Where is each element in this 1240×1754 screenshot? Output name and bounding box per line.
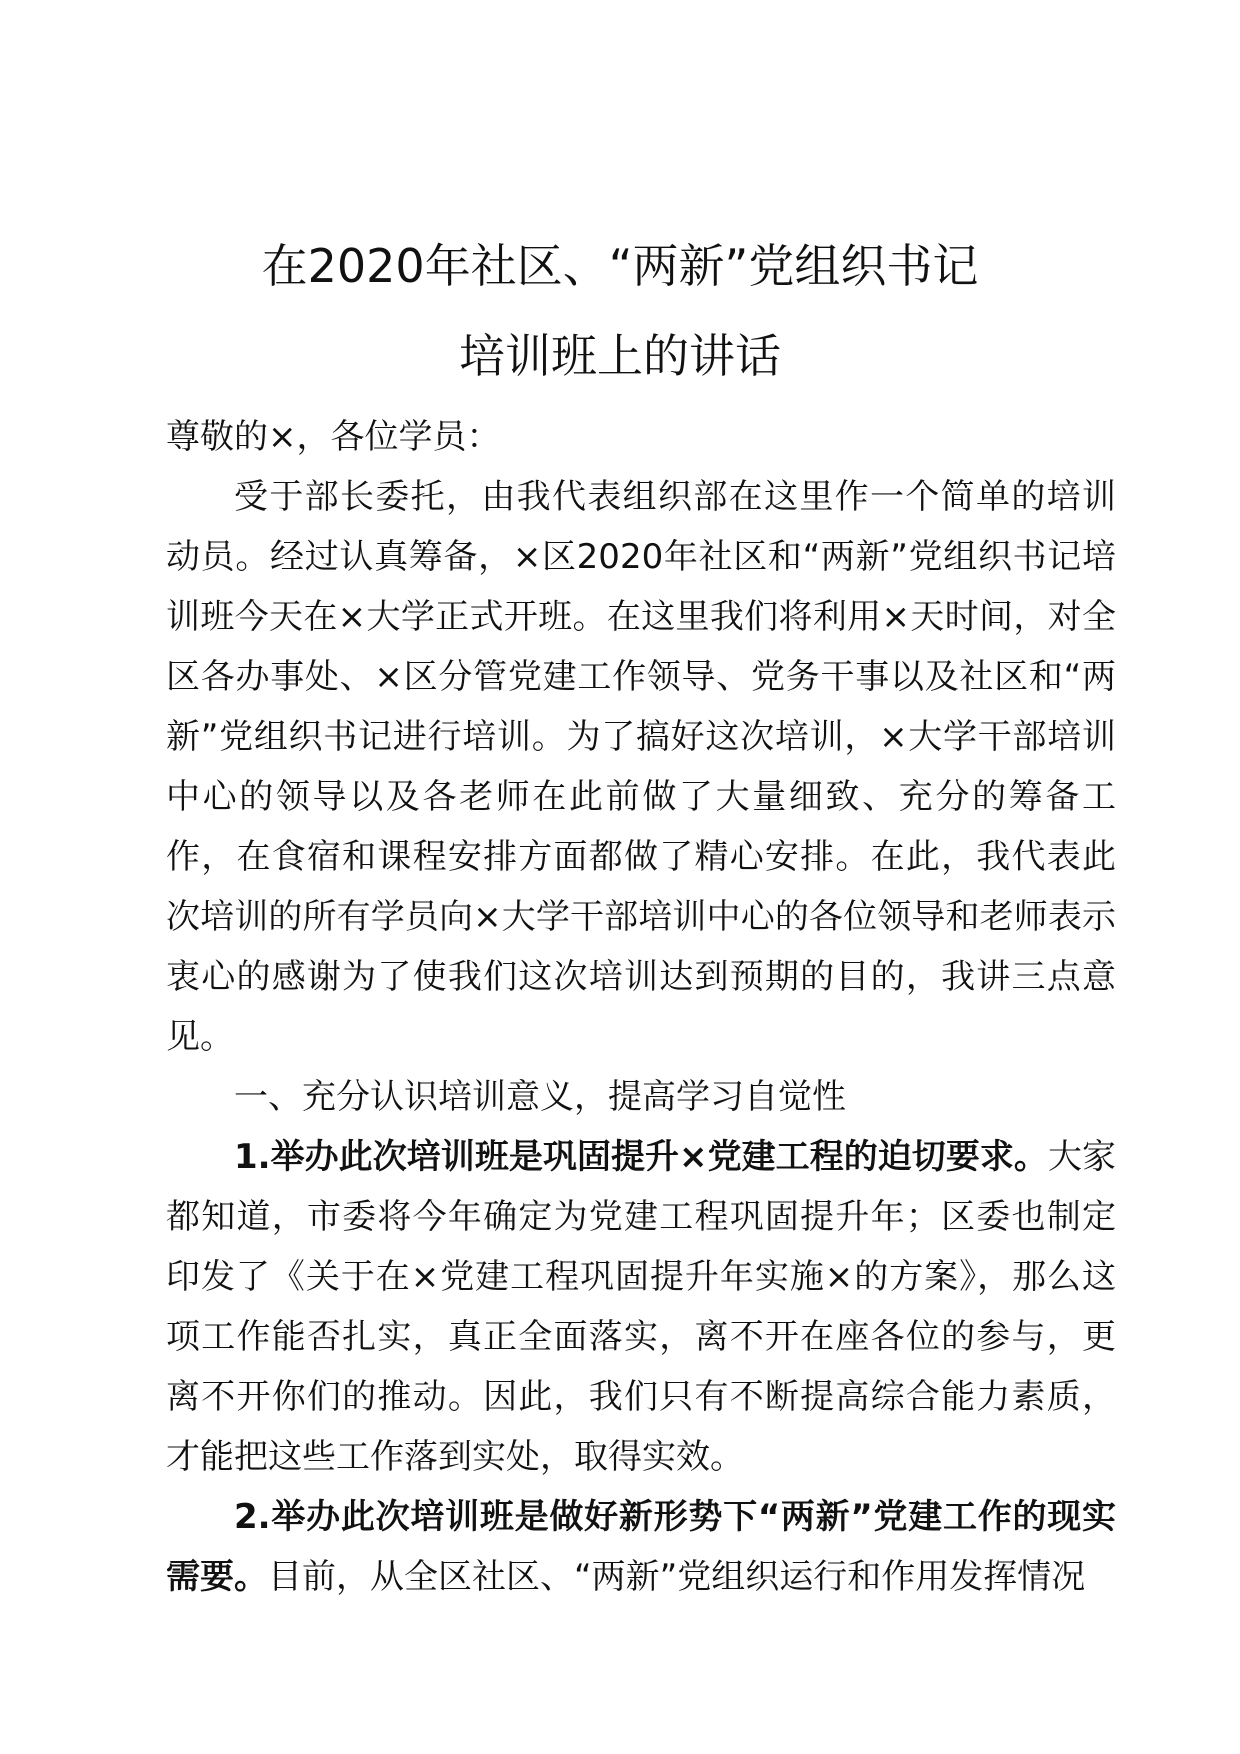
paragraph-point-2 (166, 1487, 1116, 1607)
point-2-lead: 2.举办此次培训班是做好新形势下“两新”党建工作的现实需要。 (166, 1497, 1116, 1597)
document-title-line-1: 在2020年社区、“两新”党组织书记 (261, 239, 979, 293)
paragraph-intro: 受于部长委托，由我代表组织部在这里作一个简单的培训动员。经过认真筹备，×区2020年社区和“两新”党组织书记培训班今天在×大学正式开班。在这里我们将利用×天时间，对全区各办事处、×区分管党建工作领导、党务干事以及社区和“两新”党组织书记进行培训。为了搞好这次培训，×大学干部培训中心的领导以及各老师在此前做了大量细致、充分的筹备工作，在食宿和课程安排方面都做了精心安排。在此，我代表此次培训的所有学员向×大学干部培训中心的各位领导和老师表示衷心的感谢为了使我们这次培训达到预期的目的，我讲三点意见。 (166, 477, 1116, 1057)
point-1-lead: 1.举办此次培训班是巩固提升×党建工程的迫切要求。 (234, 1137, 1048, 1177)
document-body (166, 407, 1116, 1607)
salutation: 尊敬的×，各位学员： (166, 417, 501, 457)
point-1-text: 大家都知道，市委将今年确定为党建工程巩固提升年；区委也制定印发了《关于在×党建工程巩固提升年实施×的方案》，那么这项工作能否扎实，真正全面落实，离不开在座各位的参与，更离不开你们的推动。因此，我们只有不断提高综合能力素质，才能把这些工作落到实处，取得实效。 (166, 1137, 1117, 1477)
section-heading-1: 一、充分认识培训意义，提高学习自觉性 (234, 1077, 846, 1117)
document-title-line-2: 培训班上的讲话 (459, 329, 781, 383)
point-2-text: 目前，从全区社区、“两新”党组织运行和作用发挥情况 (268, 1557, 1086, 1597)
paragraph-point-1 (166, 1127, 1116, 1487)
